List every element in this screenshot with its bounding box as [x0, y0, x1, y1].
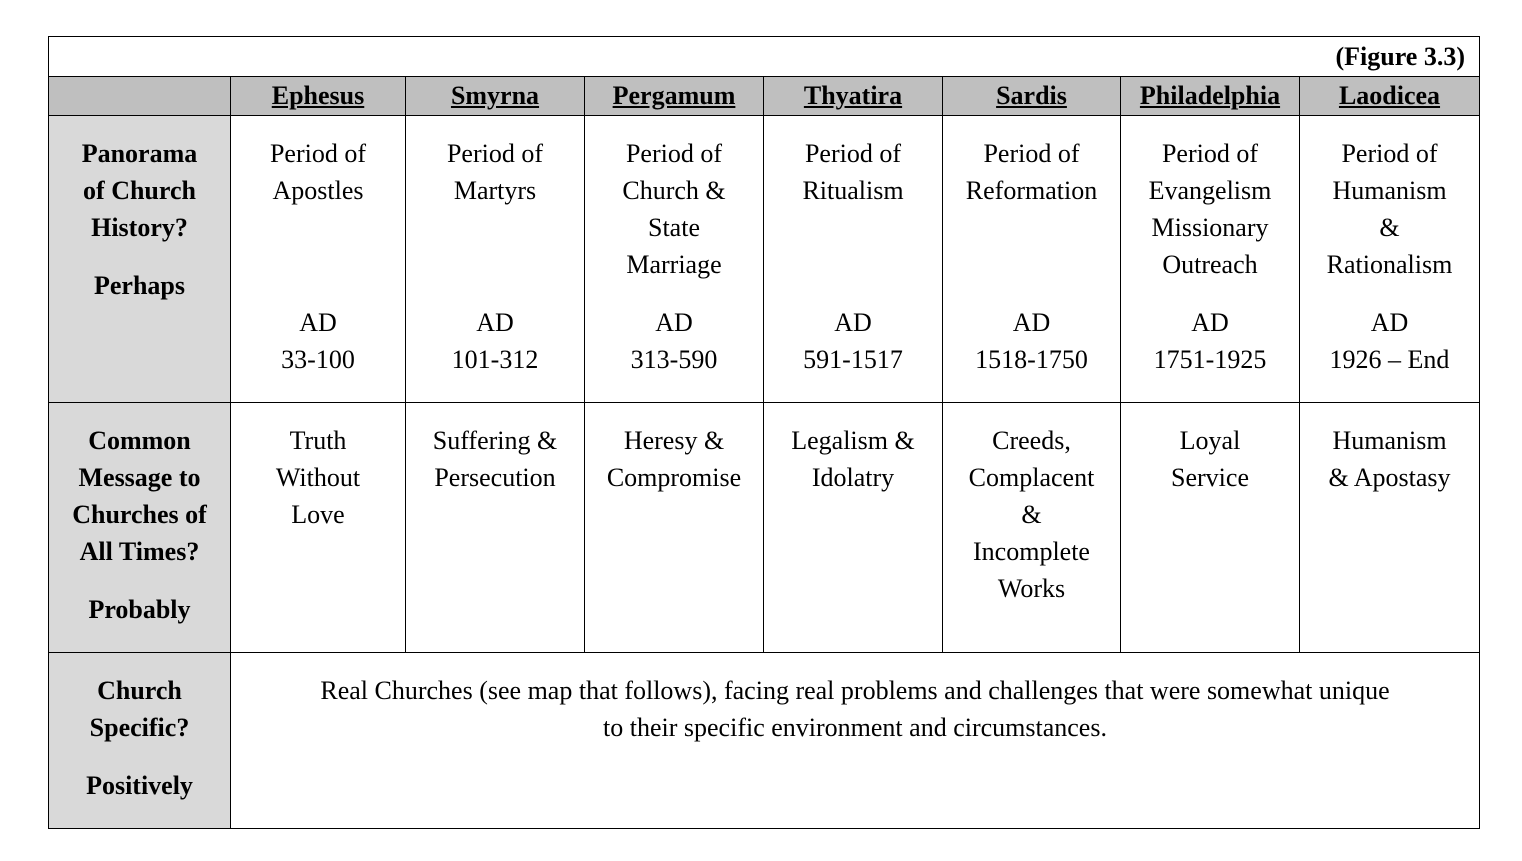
- header-philadelphia: [1121, 77, 1300, 116]
- period-years: 33-100: [281, 345, 355, 374]
- row-label-line: Church: [97, 676, 182, 705]
- panorama-label-cell: [49, 116, 231, 403]
- message-line: &: [1021, 500, 1042, 529]
- church-history-table: [48, 36, 1480, 829]
- period-era: AD: [476, 308, 514, 337]
- period-years: 1518-1750: [975, 345, 1088, 374]
- period-line: Rationalism: [1326, 250, 1453, 279]
- figure-label: (Figure 3.3): [49, 37, 1480, 77]
- header-laodicea: [1300, 77, 1480, 116]
- row-label-line: All Times?: [79, 537, 200, 566]
- header-sardis: [943, 77, 1121, 116]
- period-line: Period of: [1161, 139, 1259, 168]
- message-line: Humanism: [1332, 426, 1447, 455]
- message-cell-philadelphia: [1121, 403, 1300, 653]
- header-row: [49, 77, 1480, 116]
- period-cell-thyatira: [764, 116, 943, 403]
- church-name: Pergamum: [612, 81, 736, 110]
- period-cell-smyrna: [406, 116, 585, 403]
- church-name: Philadelphia: [1139, 81, 1281, 110]
- row-label-line: Message to: [78, 463, 201, 492]
- row-label-line: of Church: [83, 176, 196, 205]
- period-line: State: [648, 213, 700, 242]
- period-line: Period of: [446, 139, 544, 168]
- period-years: 313-590: [630, 345, 718, 374]
- period-line: Period of: [269, 139, 367, 168]
- message-line: Legalism &: [791, 426, 915, 455]
- row-label-line: Churches of: [72, 500, 207, 529]
- message-line: Heresy &: [623, 426, 725, 455]
- header-pergamum: [585, 77, 764, 116]
- period-cell-pergamum: [585, 116, 764, 403]
- header-thyatira: [764, 77, 943, 116]
- period-years: 591-1517: [803, 345, 903, 374]
- period-years: 101-312: [451, 345, 539, 374]
- message-line: Suffering &: [432, 426, 558, 455]
- row-qualifier: Perhaps: [94, 271, 185, 300]
- period-line: &: [1379, 213, 1400, 242]
- common-label-cell: [49, 403, 231, 653]
- message-line: Service: [1171, 463, 1249, 492]
- period-line: Humanism: [1332, 176, 1447, 205]
- period-line: Period of: [1341, 139, 1438, 168]
- row-label-line: History?: [91, 213, 188, 242]
- period-line: Marriage: [626, 250, 722, 279]
- message-cell-thyatira: [764, 403, 943, 653]
- message-line: Truth: [289, 426, 347, 455]
- header-corner: [49, 77, 231, 116]
- church-name: Smyrna: [450, 81, 540, 110]
- period-line: Church &: [622, 176, 726, 205]
- message-line: & Apostasy: [1328, 463, 1451, 492]
- period-cell-laodicea: [1300, 116, 1480, 403]
- message-line: Creeds,: [992, 426, 1071, 455]
- row-qualifier: Positively: [86, 771, 193, 800]
- period-cell-philadelphia: [1121, 116, 1300, 403]
- message-line: Incomplete: [973, 537, 1090, 566]
- row-qualifier: Probably: [88, 595, 191, 624]
- period-years: 1751-1925: [1153, 345, 1267, 374]
- header-smyrna: [406, 77, 585, 116]
- church-name: Ephesus: [271, 81, 365, 110]
- message-cell-smyrna: [406, 403, 585, 653]
- period-era: AD: [1191, 308, 1229, 337]
- caption-row: [49, 37, 1480, 77]
- message-cell-sardis: [943, 403, 1121, 653]
- period-cell-sardis: [943, 116, 1121, 403]
- message-cell-ephesus: [231, 403, 406, 653]
- common-message-row: [49, 403, 1480, 653]
- header-ephesus: [231, 77, 406, 116]
- message-cell-laodicea: [1300, 403, 1480, 653]
- period-line: Apostles: [272, 176, 364, 205]
- message-cell-pergamum: [585, 403, 764, 653]
- specific-description-cell: [231, 653, 1480, 829]
- message-line: Idolatry: [811, 463, 895, 492]
- specific-label-cell: [49, 653, 231, 829]
- message-line: Complacent: [968, 463, 1095, 492]
- message-line: Works: [997, 574, 1066, 603]
- period-era: AD: [1012, 308, 1051, 337]
- specific-description: Real Churches (see map that follows), facing real problems and challenges that were somewhat unique to their specific environment and circumstances.: [320, 676, 1390, 742]
- row-label-line: Common: [88, 426, 191, 455]
- period-era: AD: [299, 308, 337, 337]
- message-line: Persecution: [434, 463, 556, 492]
- church-name: Sardis: [996, 81, 1067, 110]
- message-line: Without: [275, 463, 361, 492]
- row-label-line: Specific?: [89, 713, 190, 742]
- period-line: Period of: [804, 139, 902, 168]
- period-era: AD: [1370, 308, 1409, 337]
- period-line: Outreach: [1162, 250, 1258, 279]
- church-name: Laodicea: [1338, 81, 1441, 110]
- period-era: AD: [834, 308, 872, 337]
- period-line: Period of: [983, 139, 1080, 168]
- period-line: Martyrs: [453, 176, 537, 205]
- row-label-line: Panorama: [81, 139, 198, 168]
- period-line: Evangelism: [1148, 176, 1272, 205]
- church-specific-row: [49, 653, 1480, 829]
- period-line: Missionary: [1151, 213, 1269, 242]
- period-cell-ephesus: [231, 116, 406, 403]
- message-line: Loyal: [1179, 426, 1241, 455]
- church-name: Thyatira: [803, 81, 903, 110]
- message-line: Love: [291, 500, 345, 529]
- period-era: AD: [655, 308, 693, 337]
- message-line: Compromise: [606, 463, 742, 492]
- period-line: Period of: [625, 139, 723, 168]
- panorama-row: [49, 116, 1480, 403]
- period-line: Reformation: [965, 176, 1098, 205]
- period-line: Ritualism: [802, 176, 904, 205]
- period-years: 1926 – End: [1329, 345, 1450, 374]
